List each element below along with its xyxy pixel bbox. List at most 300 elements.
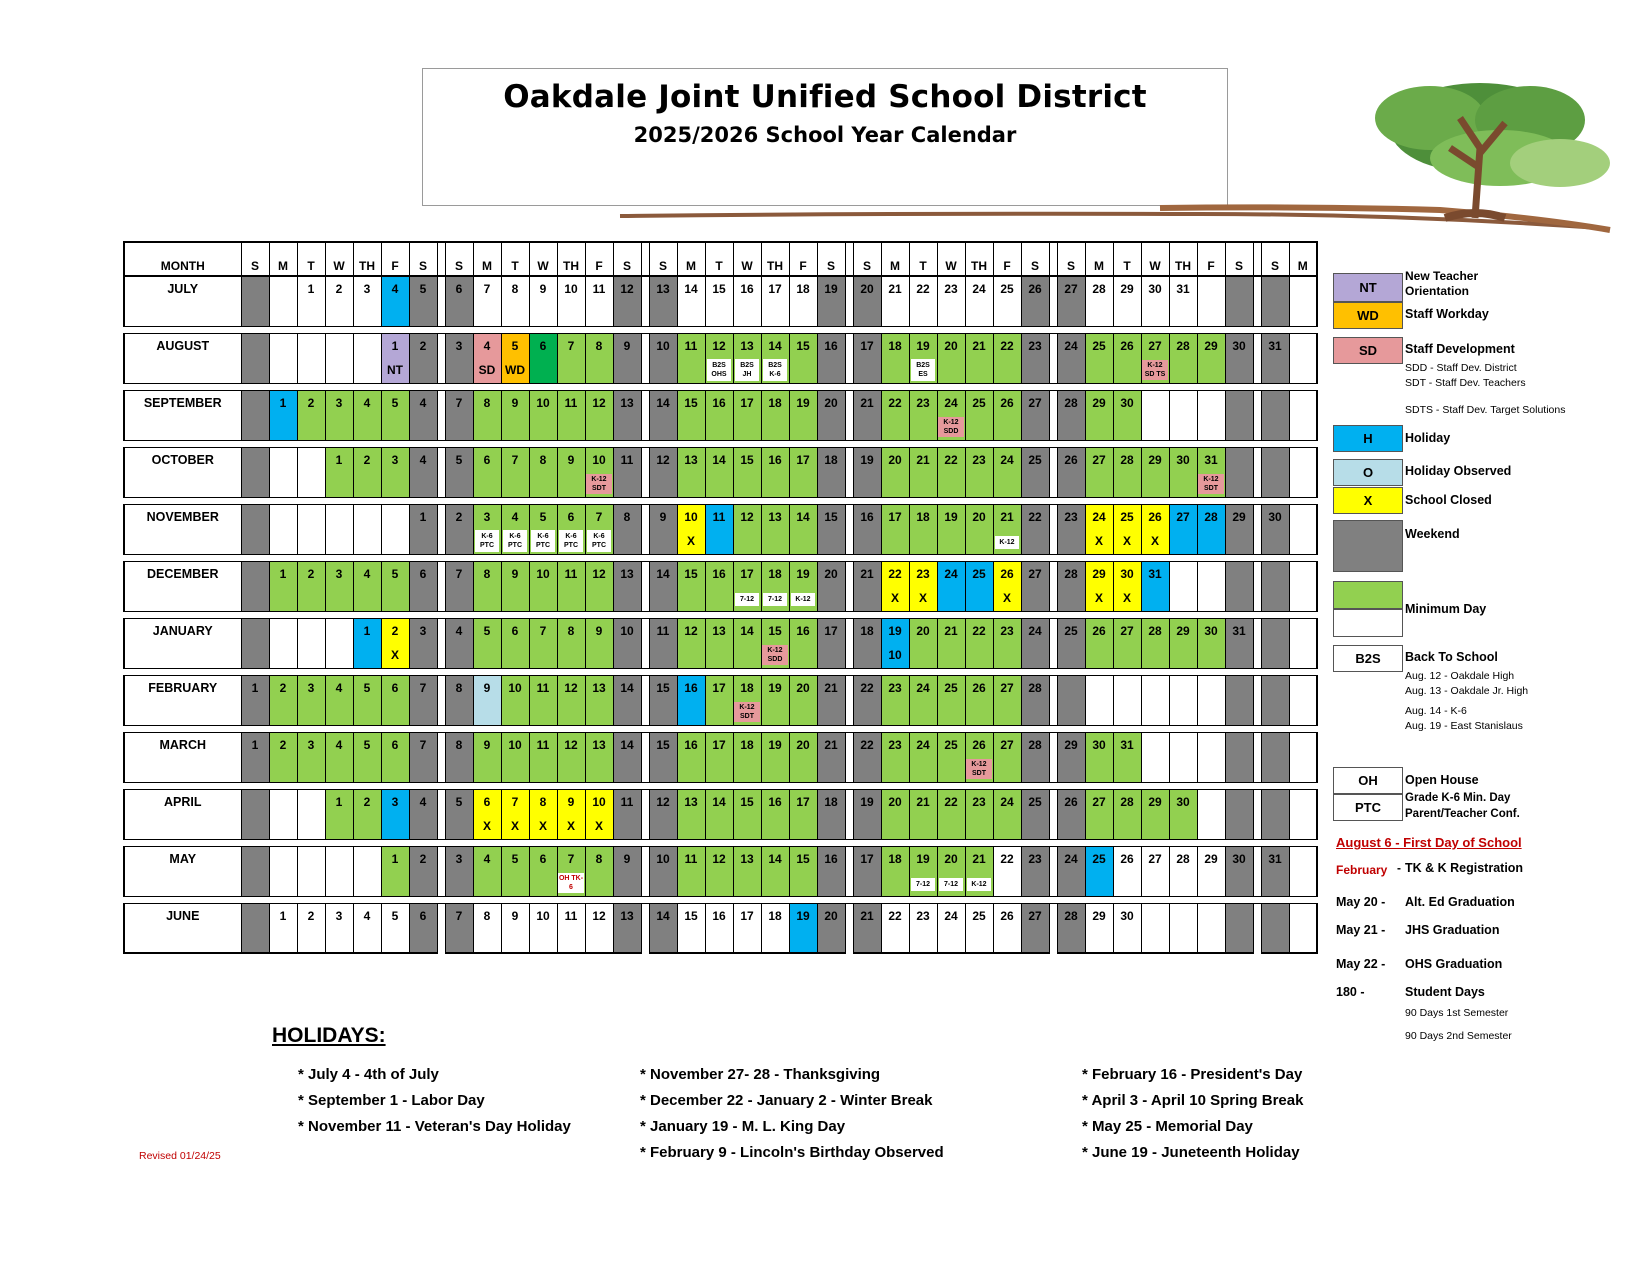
calendar-day-note: X (909, 586, 937, 611)
calendar-day: 23 (909, 561, 937, 586)
calendar-day-note (789, 871, 817, 896)
calendar-day (297, 789, 325, 814)
week-separator (641, 415, 649, 440)
calendar-day-note (761, 643, 789, 668)
calendar-day-note (613, 643, 641, 668)
week-separator (845, 472, 853, 497)
calendar-day-note (269, 415, 297, 440)
calendar-day-note (297, 757, 325, 782)
calendar-day: 29 (1141, 447, 1169, 472)
weekday-header: F (381, 242, 409, 276)
calendar-day: 16 (677, 732, 705, 757)
calendar-day-note (705, 871, 733, 896)
calendar-day-note (585, 700, 613, 725)
calendar-day (1169, 675, 1197, 700)
calendar-day-note (677, 928, 705, 953)
calendar-day: 16 (705, 903, 733, 928)
week-separator (1049, 472, 1057, 497)
calendar-day: 14 (613, 732, 641, 757)
calendar-day: 31 (1261, 333, 1289, 358)
calendar-day-note (649, 415, 677, 440)
calendar-day-note (1197, 871, 1225, 896)
calendar-day: 27 (1085, 447, 1113, 472)
weekday-header: F (585, 242, 613, 276)
calendar-day-note (529, 529, 557, 554)
calendar-day-note (1261, 871, 1289, 896)
calendar-day-note (241, 529, 269, 554)
calendar-day-note (1197, 643, 1225, 668)
weekday-header: M (1289, 242, 1317, 276)
calendar-day (1261, 561, 1289, 586)
calendar-day (1197, 903, 1225, 928)
calendar-day (1289, 276, 1317, 301)
calendar-day-note (1289, 529, 1317, 554)
calendar-day-note (649, 301, 677, 326)
calendar-day: 13 (733, 333, 761, 358)
calendar-day-note (1141, 814, 1169, 839)
calendar-day-note (381, 700, 409, 725)
legend-holiday-label: Holiday (1405, 431, 1451, 445)
calendar-day-note (1225, 529, 1253, 554)
revised-date: Revised 01/24/25 (139, 1150, 221, 1162)
calendar-day-note (353, 757, 381, 782)
calendar-day (1141, 390, 1169, 415)
week-separator (1253, 903, 1261, 928)
weekday-header: W (733, 242, 761, 276)
weekday-header: S (817, 242, 845, 276)
calendar-day: 7 (473, 276, 501, 301)
calendar-day-note (1289, 586, 1317, 611)
calendar-day-note: X (1085, 586, 1113, 611)
calendar-day: 17 (705, 732, 733, 757)
calendar-day-note (909, 358, 937, 383)
calendar-day (1289, 846, 1317, 871)
holiday-item: * February 9 - Lincoln's Birthday Observed (640, 1144, 944, 1161)
calendar-day (1225, 447, 1253, 472)
calendar-day: 19 (881, 618, 909, 643)
calendar-day: 16 (761, 789, 789, 814)
calendar-day: 22 (853, 675, 881, 700)
month-label: JUNE (124, 903, 241, 953)
calendar-day-note (381, 871, 409, 896)
grad-label: Alt. Ed Graduation (1405, 895, 1515, 909)
row-spacer (124, 782, 1317, 789)
calendar-day: 13 (613, 903, 641, 928)
week-separator (1253, 586, 1261, 611)
calendar-day: 2 (409, 333, 437, 358)
week-separator (1253, 529, 1261, 554)
weekday-header: S (853, 242, 881, 276)
calendar-day: 24 (937, 903, 965, 928)
calendar-day: 27 (1169, 504, 1197, 529)
calendar-day: 20 (853, 276, 881, 301)
calendar-day: 3 (297, 732, 325, 757)
calendar-day (353, 504, 381, 529)
calendar-day-note (761, 700, 789, 725)
calendar-day: 25 (1113, 504, 1141, 529)
calendar-day: 8 (473, 390, 501, 415)
calendar-day: 29 (1085, 561, 1113, 586)
calendar-day-note (965, 814, 993, 839)
calendar-day-note (1261, 358, 1289, 383)
calendar-day: 2 (353, 447, 381, 472)
calendar-day-note (993, 301, 1021, 326)
week-separator (1253, 789, 1261, 814)
calendar-day-note (1169, 415, 1197, 440)
week-separator (1049, 928, 1057, 953)
calendar-day-note (241, 643, 269, 668)
legend-observed-label: Holiday Observed (1405, 464, 1512, 478)
week-separator (845, 529, 853, 554)
calendar-day: 3 (325, 561, 353, 586)
calendar-day-note (445, 643, 473, 668)
calendar-day-note: X (1085, 529, 1113, 554)
calendar-day-note (1225, 643, 1253, 668)
calendar-day: 10 (529, 561, 557, 586)
calendar-day-note (473, 586, 501, 611)
calendar-day-note (1289, 643, 1317, 668)
calendar-day-note (853, 472, 881, 497)
calendar-day-note (789, 643, 817, 668)
weekday-header: M (881, 242, 909, 276)
calendar-day-note (445, 700, 473, 725)
calendar-day-note (937, 301, 965, 326)
calendar-day: 14 (761, 846, 789, 871)
calendar-day: 17 (789, 789, 817, 814)
calendar-day: 26 (1057, 447, 1085, 472)
calendar-day (1289, 390, 1317, 415)
calendar-day-note (445, 871, 473, 896)
calendar-day-note (789, 358, 817, 383)
week-separator (437, 333, 445, 358)
calendar-day-note (705, 643, 733, 668)
calendar-day: 5 (353, 675, 381, 700)
calendar-day: 16 (789, 618, 817, 643)
calendar-day-note (649, 358, 677, 383)
calendar-day: 12 (649, 789, 677, 814)
calendar-day: 21 (909, 447, 937, 472)
calendar-day: 8 (501, 276, 529, 301)
calendar-day (1261, 675, 1289, 700)
calendar-day: 26 (965, 732, 993, 757)
calendar-day-note (409, 643, 437, 668)
calendar-day-note (1197, 472, 1225, 497)
week-separator (1253, 333, 1261, 358)
calendar-day-note (269, 757, 297, 782)
calendar-day: 13 (733, 846, 761, 871)
calendar-day: 16 (705, 390, 733, 415)
calendar-day-note (269, 358, 297, 383)
calendar-day: 24 (1057, 333, 1085, 358)
week-separator (641, 757, 649, 782)
calendar-day: 27 (993, 675, 1021, 700)
calendar-day-note (789, 301, 817, 326)
calendar-day-note (1141, 472, 1169, 497)
calendar-day-note (761, 928, 789, 953)
weekday-header: TH (1169, 242, 1197, 276)
calendar-day: 1 (409, 504, 437, 529)
calendar-day: 13 (677, 447, 705, 472)
calendar-day-note (1197, 586, 1225, 611)
calendar-day-note (1225, 757, 1253, 782)
calendar-day: 29 (1085, 390, 1113, 415)
calendar-day: 11 (649, 618, 677, 643)
calendar-day: 22 (853, 732, 881, 757)
calendar-day-note: 10 (881, 643, 909, 668)
calendar-day: 6 (473, 789, 501, 814)
calendar-day-note (909, 700, 937, 725)
calendar-day-note (501, 472, 529, 497)
calendar-day-note (993, 928, 1021, 953)
legend-holiday-swatch: H (1333, 425, 1403, 452)
week-separator (437, 675, 445, 700)
calendar-day: 9 (473, 732, 501, 757)
calendar-day (1261, 447, 1289, 472)
holidays-title: HOLIDAYS: (272, 1024, 386, 1047)
weekday-header: S (1057, 242, 1085, 276)
calendar-day-note (881, 757, 909, 782)
calendar-day: 4 (353, 903, 381, 928)
calendar-day-note (585, 415, 613, 440)
calendar-day (1289, 903, 1317, 928)
calendar-day-note (1169, 643, 1197, 668)
calendar-day-note: X (473, 814, 501, 839)
calendar-day: 20 (881, 447, 909, 472)
calendar-day: 25 (1021, 789, 1049, 814)
calendar-day: 31 (1141, 561, 1169, 586)
calendar-day: 19 (853, 447, 881, 472)
week-separator (845, 700, 853, 725)
calendar-day-note (733, 529, 761, 554)
calendar-day: 8 (445, 732, 473, 757)
calendar-day: 28 (1169, 333, 1197, 358)
calendar-day-note (761, 757, 789, 782)
calendar-day-note (993, 871, 1021, 896)
calendar-day-note (1169, 586, 1197, 611)
calendar-day: 25 (1085, 846, 1113, 871)
calendar-day-note (1169, 871, 1197, 896)
calendar-day: 30 (1261, 504, 1289, 529)
calendar-day-note (585, 301, 613, 326)
day-annotation: K-6 PTC (475, 530, 499, 552)
calendar-day (1141, 903, 1169, 928)
legend-minday-swatch-bottom (1333, 609, 1403, 637)
calendar-day-note (241, 757, 269, 782)
calendar-day-note (353, 472, 381, 497)
calendar-day-note (937, 586, 965, 611)
weekday-header: S (445, 242, 473, 276)
calendar-day: 16 (705, 561, 733, 586)
calendar-day-note (1197, 529, 1225, 554)
calendar-day: 17 (705, 675, 733, 700)
week-separator (845, 504, 853, 529)
calendar-day: 17 (881, 504, 909, 529)
calendar-day-note (1141, 871, 1169, 896)
calendar-day: 12 (677, 618, 705, 643)
calendar-day (1225, 903, 1253, 928)
calendar-day-note (705, 700, 733, 725)
week-separator (1049, 675, 1057, 700)
calendar-day: 26 (1085, 618, 1113, 643)
day-annotation: K-12 SDT (966, 759, 992, 779)
calendar-day-note (613, 871, 641, 896)
calendar-day: 28 (1021, 675, 1049, 700)
calendar-day-note (733, 814, 761, 839)
calendar-day-note (501, 643, 529, 668)
calendar-day: 6 (529, 846, 557, 871)
calendar-day-note (937, 928, 965, 953)
calendar-day-note (1021, 301, 1049, 326)
calendar-day-note (473, 301, 501, 326)
row-spacer (124, 725, 1317, 732)
calendar-day-note (241, 301, 269, 326)
calendar-day: 28 (1021, 732, 1049, 757)
week-separator (845, 675, 853, 700)
calendar-day-note (269, 928, 297, 953)
day-annotation: K-6 PTC (531, 530, 555, 552)
calendar-day: 30 (1113, 390, 1141, 415)
calendar-day: 13 (705, 618, 733, 643)
month-label: APRIL (124, 789, 241, 839)
calendar-day: 12 (585, 390, 613, 415)
calendar-day-note (1085, 814, 1113, 839)
calendar-day: 28 (1169, 846, 1197, 871)
row-spacer (124, 440, 1317, 447)
day-annotation: K-12 (791, 593, 815, 606)
calendar-day: 15 (705, 276, 733, 301)
calendar-day: 5 (501, 333, 529, 358)
calendar-day-note (705, 358, 733, 383)
calendar-day-note (853, 928, 881, 953)
row-spacer (124, 896, 1317, 903)
calendar-day-note (325, 928, 353, 953)
calendar-day: 27 (1057, 276, 1085, 301)
calendar-day: 25 (1057, 618, 1085, 643)
calendar-day: 28 (1113, 789, 1141, 814)
calendar-day: 23 (1021, 846, 1049, 871)
calendar-day-note (557, 700, 585, 725)
calendar-day: 21 (909, 789, 937, 814)
calendar-day (1141, 675, 1169, 700)
calendar-day (1197, 789, 1225, 814)
calendar-day: 21 (817, 675, 845, 700)
calendar-day-note (1141, 928, 1169, 953)
calendar-day: 16 (817, 846, 845, 871)
calendar-day (241, 618, 269, 643)
calendar-day-note (937, 529, 965, 554)
week-separator (845, 732, 853, 757)
calendar-day: 2 (297, 390, 325, 415)
calendar-day: 4 (381, 276, 409, 301)
calendar-day-note (1169, 757, 1197, 782)
calendar-day-note (965, 301, 993, 326)
calendar-day-note (733, 757, 761, 782)
calendar-day: 14 (761, 333, 789, 358)
calendar-day: 4 (325, 675, 353, 700)
calendar-day: 11 (705, 504, 733, 529)
calendar-day-note (965, 472, 993, 497)
calendar-day-note (325, 871, 353, 896)
calendar-day: 22 (881, 390, 909, 415)
weekday-header: TH (353, 242, 381, 276)
calendar-day (1169, 561, 1197, 586)
calendar-day: 29 (1197, 846, 1225, 871)
calendar-day-note (241, 358, 269, 383)
calendar-day-note (501, 757, 529, 782)
calendar-day-note (1261, 643, 1289, 668)
calendar-day: 7 (445, 561, 473, 586)
calendar-day-note (1057, 700, 1085, 725)
calendar-day-note (241, 700, 269, 725)
calendar-day-note (585, 871, 613, 896)
calendar-day-note (473, 700, 501, 725)
day-annotation: B2S K-6 (763, 359, 787, 381)
calendar-day-note (1113, 415, 1141, 440)
week-separator (437, 390, 445, 415)
calendar-day (1225, 732, 1253, 757)
calendar-day-note (501, 928, 529, 953)
week-separator (641, 846, 649, 871)
calendar-day (325, 846, 353, 871)
calendar-day-note (853, 814, 881, 839)
holiday-item: * April 3 - April 10 Spring Break (1082, 1092, 1304, 1109)
calendar-day: 9 (529, 276, 557, 301)
row-spacer (124, 611, 1317, 618)
calendar-day: 18 (881, 333, 909, 358)
calendar-day (297, 846, 325, 871)
calendar-day-note (1261, 472, 1289, 497)
calendar-day-note (325, 586, 353, 611)
calendar-day-note (409, 700, 437, 725)
calendar-day-note (613, 928, 641, 953)
month-label: NOVEMBER (124, 504, 241, 554)
calendar-day-note (909, 472, 937, 497)
calendar-day-note (557, 415, 585, 440)
calendar-day: 2 (325, 276, 353, 301)
calendar-day: 1 (325, 447, 353, 472)
grad-label: JHS Graduation (1405, 923, 1500, 937)
calendar-day: 15 (789, 846, 817, 871)
calendar-day: 29 (1225, 504, 1253, 529)
calendar-day: 14 (649, 390, 677, 415)
calendar-day: 20 (937, 333, 965, 358)
calendar-day-note (269, 643, 297, 668)
legend-wd-swatch: WD (1333, 302, 1403, 329)
calendar-day: 10 (677, 504, 705, 529)
week-separator (641, 903, 649, 928)
calendar-day-note (1225, 928, 1253, 953)
calendar-day-note (909, 529, 937, 554)
calendar-day-note (613, 301, 641, 326)
calendar-day-note (1113, 757, 1141, 782)
calendar-day: 24 (1085, 504, 1113, 529)
calendar-day: 19 (761, 675, 789, 700)
calendar-day-note: WD (501, 358, 529, 383)
month-label: MARCH (124, 732, 241, 782)
week-separator (1253, 415, 1261, 440)
calendar-day (297, 618, 325, 643)
calendar-day-note (585, 358, 613, 383)
calendar-day-note (585, 529, 613, 554)
week-separator (641, 586, 649, 611)
calendar-day-note (853, 415, 881, 440)
day-annotation: 7-12 (911, 878, 935, 891)
calendar-day-note (733, 928, 761, 953)
calendar-day: 10 (501, 675, 529, 700)
calendar-day: 4 (409, 789, 437, 814)
calendar-day-note (409, 529, 437, 554)
weekday-header: TH (965, 242, 993, 276)
